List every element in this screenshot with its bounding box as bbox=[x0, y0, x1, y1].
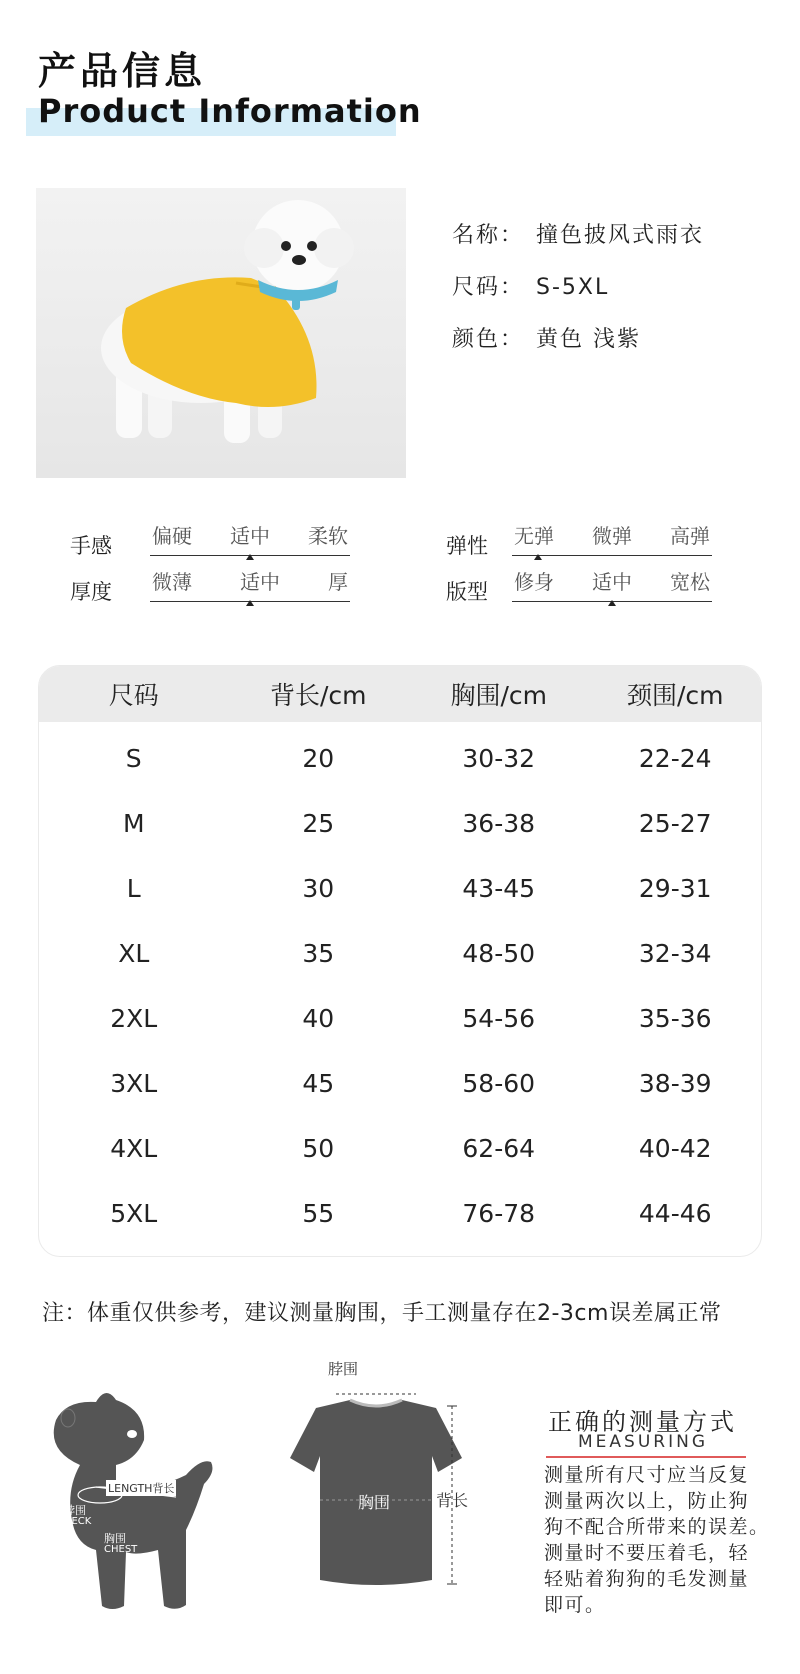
feel-label: 手感 bbox=[70, 534, 112, 558]
cell-size: S bbox=[125, 744, 142, 773]
product-color-row bbox=[452, 322, 641, 353]
measuring-text bbox=[544, 1462, 780, 1618]
fit-option: 修身 bbox=[514, 570, 554, 594]
cell-chest: 43-45 bbox=[462, 874, 536, 903]
table-row bbox=[39, 791, 761, 856]
fit-option: 宽松 bbox=[670, 570, 710, 594]
cell-chest: 54-56 bbox=[462, 1004, 536, 1033]
cell-size: M bbox=[122, 809, 145, 838]
measuring-line: 狗不配合所带来的误差。 bbox=[544, 1516, 770, 1538]
cell-neck: 40-42 bbox=[638, 1134, 712, 1163]
cell-chest: 48-50 bbox=[462, 939, 536, 968]
feel-scale bbox=[150, 522, 350, 556]
name-value: 撞色披风式雨衣 bbox=[536, 223, 705, 248]
table-row bbox=[39, 1181, 761, 1246]
table-row bbox=[39, 856, 761, 921]
elasticity-marker bbox=[534, 554, 542, 560]
garment-diagram bbox=[266, 1360, 486, 1610]
product-photo bbox=[36, 188, 406, 478]
fit-scale bbox=[512, 568, 712, 602]
elasticity-option: 高弹 bbox=[670, 524, 710, 548]
measuring-line: 即可。 bbox=[544, 1594, 606, 1616]
fit-option: 适中 bbox=[592, 570, 632, 594]
fit-label: 版型 bbox=[446, 580, 488, 604]
dog-length-label: LENGTH背长 bbox=[108, 1482, 175, 1495]
table-header bbox=[39, 666, 761, 722]
measuring-line: 测量两次以上，防止狗 bbox=[544, 1490, 750, 1512]
measuring-line: 轻贴着狗狗的毛发测量 bbox=[544, 1568, 750, 1590]
cell-neck: 38-39 bbox=[638, 1069, 712, 1098]
cell-size: 2XL bbox=[110, 1004, 158, 1033]
size-table bbox=[38, 665, 762, 1257]
product-size-row bbox=[452, 270, 609, 301]
fit-marker bbox=[608, 600, 616, 606]
feel-option: 适中 bbox=[230, 524, 270, 548]
size-label: 尺码： bbox=[452, 275, 525, 300]
cell-neck: 29-31 bbox=[638, 874, 712, 903]
cell-back-length: 30 bbox=[302, 874, 335, 903]
cell-back-length: 40 bbox=[302, 1004, 335, 1033]
elasticity-option: 无弹 bbox=[514, 524, 554, 548]
cell-size: 3XL bbox=[110, 1069, 158, 1098]
thickness-label: 厚度 bbox=[70, 580, 112, 604]
cell-chest: 30-32 bbox=[462, 744, 536, 773]
elasticity-scale bbox=[512, 522, 712, 556]
cell-size: L bbox=[126, 874, 141, 903]
feel-option: 柔软 bbox=[308, 524, 348, 548]
product-name-row bbox=[452, 218, 704, 249]
page-title-en: Product Information bbox=[38, 92, 422, 130]
measuring-subtitle: MEASURING bbox=[578, 1432, 708, 1452]
cell-neck: 22-24 bbox=[638, 744, 712, 773]
measurement-note: 注：体重仅供参考，建议测量胸围，手工测量存在2-3cm误差属正常 bbox=[42, 1301, 722, 1326]
table-row bbox=[39, 921, 761, 986]
dog-neck-label-en: NECK bbox=[64, 1516, 92, 1527]
thickness-option: 厚 bbox=[328, 570, 348, 594]
measuring-line: 测量所有尺寸应当反复 bbox=[544, 1464, 750, 1486]
cell-size: 5XL bbox=[110, 1199, 158, 1228]
cell-back-length: 45 bbox=[302, 1069, 335, 1098]
elasticity-label: 弹性 bbox=[446, 534, 488, 558]
cell-neck: 25-27 bbox=[638, 809, 712, 838]
feel-marker bbox=[246, 554, 254, 560]
cell-chest: 58-60 bbox=[462, 1069, 536, 1098]
thickness-marker bbox=[246, 600, 254, 606]
thickness-option: 微薄 bbox=[152, 570, 192, 594]
cell-neck: 32-34 bbox=[638, 939, 712, 968]
cell-chest: 62-64 bbox=[462, 1134, 536, 1163]
cell-size: 4XL bbox=[110, 1134, 158, 1163]
size-value: S-5XL bbox=[536, 275, 610, 300]
dog-neck-label-zh: 脖围 bbox=[64, 1504, 86, 1517]
measuring-divider bbox=[546, 1456, 746, 1458]
cell-neck: 44-46 bbox=[638, 1199, 712, 1228]
color-value: 黄色 浅紫 bbox=[536, 327, 642, 352]
color-label: 颜色： bbox=[452, 327, 525, 352]
cell-size: XL bbox=[118, 939, 150, 968]
dog-chest-label-en: CHEST bbox=[104, 1544, 138, 1555]
header-chest: 胸围/cm bbox=[450, 681, 547, 710]
header-neck: 颈围/cm bbox=[626, 681, 724, 710]
name-label: 名称： bbox=[452, 223, 525, 248]
cell-chest: 36-38 bbox=[462, 809, 536, 838]
thickness-scale bbox=[150, 568, 350, 602]
cell-back-length: 55 bbox=[302, 1199, 335, 1228]
table-row bbox=[39, 986, 761, 1051]
cell-back-length: 25 bbox=[302, 809, 335, 838]
measuring-line: 测量时不要压着毛，轻 bbox=[544, 1542, 750, 1564]
cell-chest: 76-78 bbox=[462, 1199, 536, 1228]
table-row bbox=[39, 1051, 761, 1116]
thickness-option: 适中 bbox=[240, 570, 280, 594]
header-size: 尺码 bbox=[108, 681, 159, 710]
dog-chest-label-zh: 胸围 bbox=[104, 1532, 126, 1545]
cell-neck: 35-36 bbox=[638, 1004, 712, 1033]
measuring-title: 正确的测量方式 bbox=[548, 1408, 737, 1436]
cell-back-length: 35 bbox=[302, 939, 335, 968]
table-row bbox=[39, 1116, 761, 1181]
shirt-chest-label: 胸围 bbox=[358, 1493, 391, 1512]
cell-back-length: 20 bbox=[302, 744, 335, 773]
shirt-neck-label: 脖围 bbox=[328, 1360, 359, 1378]
page-title-zh: 产品信息 bbox=[38, 49, 207, 93]
dog-diagram bbox=[36, 1380, 226, 1620]
feel-option: 偏硬 bbox=[152, 524, 192, 548]
table-row bbox=[39, 726, 761, 791]
header-back-length: 背长/cm bbox=[269, 681, 367, 710]
shirt-back-label: 背长 bbox=[436, 1491, 469, 1510]
elasticity-option: 微弹 bbox=[592, 524, 632, 548]
cell-back-length: 50 bbox=[302, 1134, 335, 1163]
